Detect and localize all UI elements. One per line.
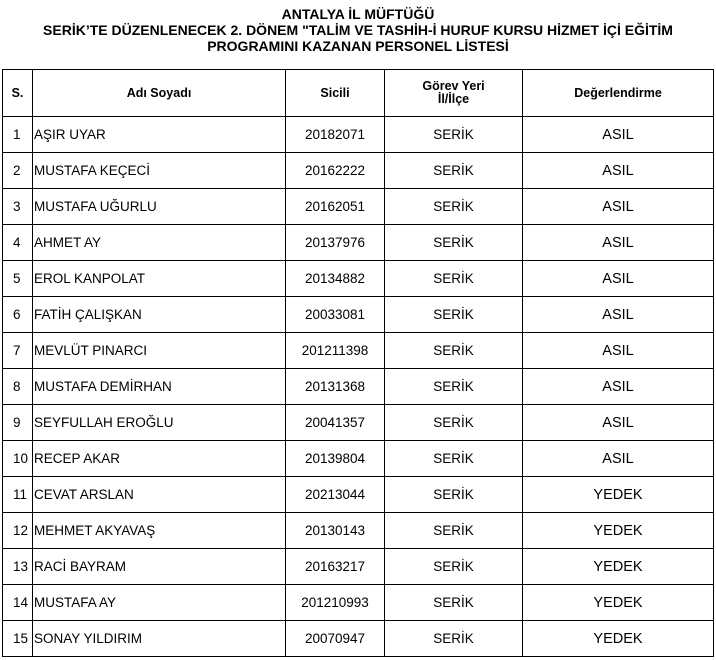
row-number: 6	[3, 297, 33, 333]
row-eval: ASIL	[523, 297, 714, 333]
table-row	[3, 477, 714, 513]
col-header-name: Adı Soyadı	[33, 70, 286, 117]
table-row	[3, 333, 714, 369]
table-row	[3, 405, 714, 441]
row-name: RECEP AKAR	[33, 441, 286, 477]
table-row	[3, 225, 714, 261]
row-place: SERİK	[385, 189, 523, 225]
row-eval: ASIL	[523, 405, 714, 441]
row-sicil: 20182071	[286, 117, 385, 153]
row-name: CEVAT ARSLAN	[33, 477, 286, 513]
row-name: MUSTAFA KEÇECİ	[33, 153, 286, 189]
row-sicil: 20033081	[286, 297, 385, 333]
row-sicil: 20139804	[286, 441, 385, 477]
row-eval: YEDEK	[523, 585, 714, 621]
row-number: 13	[3, 549, 33, 585]
row-name: MEHMET AKYAVAŞ	[33, 513, 286, 549]
row-number: 12	[3, 513, 33, 549]
row-place: SERİK	[385, 369, 523, 405]
row-number: 1	[3, 117, 33, 153]
row-number: 8	[3, 369, 33, 405]
row-sicil: 20134882	[286, 261, 385, 297]
row-number: 4	[3, 225, 33, 261]
row-place: SERİK	[385, 405, 523, 441]
table-row	[3, 189, 714, 225]
row-place: SERİK	[385, 477, 523, 513]
table-row	[3, 261, 714, 297]
row-name: SONAY YILDIRIM	[33, 621, 286, 657]
row-place: SERİK	[385, 261, 523, 297]
table-row	[3, 513, 714, 549]
personnel-table	[2, 69, 714, 657]
row-sicil: 20137976	[286, 225, 385, 261]
row-name: MEVLÜT PINARCI	[33, 333, 286, 369]
row-eval: ASIL	[523, 261, 714, 297]
table-row	[3, 585, 714, 621]
row-sicil: 20041357	[286, 405, 385, 441]
row-eval: YEDEK	[523, 621, 714, 657]
header-line-1: ANTALYA İL MÜFTÜĞÜ	[281, 6, 435, 22]
col-header-gorev	[385, 70, 523, 117]
row-place: SERİK	[385, 297, 523, 333]
row-number: 3	[3, 189, 33, 225]
row-name: MUSTAFA AY	[33, 585, 286, 621]
row-eval: YEDEK	[523, 477, 714, 513]
row-eval: ASIL	[523, 225, 714, 261]
row-place: SERİK	[385, 153, 523, 189]
table-row	[3, 369, 714, 405]
row-eval: ASIL	[523, 369, 714, 405]
row-sicil: 20130143	[286, 513, 385, 549]
row-name: SEYFULLAH EROĞLU	[33, 405, 286, 441]
col-header-gorev-line2: İl/İlçe	[437, 92, 470, 106]
row-place: SERİK	[385, 117, 523, 153]
row-number: 5	[3, 261, 33, 297]
table-row	[3, 441, 714, 477]
row-number: 15	[3, 621, 33, 657]
row-number: 11	[3, 477, 33, 513]
row-name: AŞIR UYAR	[33, 117, 286, 153]
row-name: FATİH ÇALIŞKAN	[33, 297, 286, 333]
col-header-no: S.	[3, 70, 33, 117]
header-line-3: PROGRAMINI KAZANAN PERSONEL LİSTESİ	[207, 38, 509, 54]
col-header-eval: Değerlendirme	[523, 70, 714, 117]
row-sicil: 201210993	[286, 585, 385, 621]
row-place: SERİK	[385, 513, 523, 549]
row-sicil: 201211398	[286, 333, 385, 369]
row-place: SERİK	[385, 441, 523, 477]
row-place: SERİK	[385, 621, 523, 657]
row-sicil: 20131368	[286, 369, 385, 405]
row-eval: YEDEK	[523, 513, 714, 549]
row-number: 10	[3, 441, 33, 477]
table-body	[3, 117, 714, 657]
row-name: RACİ BAYRAM	[33, 549, 286, 585]
row-name: EROL KANPOLAT	[33, 261, 286, 297]
row-eval: ASIL	[523, 153, 714, 189]
row-eval: ASIL	[523, 189, 714, 225]
row-number: 7	[3, 333, 33, 369]
row-place: SERİK	[385, 333, 523, 369]
row-sicil: 20070947	[286, 621, 385, 657]
row-number: 9	[3, 405, 33, 441]
row-sicil: 20162222	[286, 153, 385, 189]
row-place: SERİK	[385, 549, 523, 585]
row-name: MUSTAFA DEMİRHAN	[33, 369, 286, 405]
table-header-row	[3, 70, 714, 117]
table-row	[3, 117, 714, 153]
row-number: 2	[3, 153, 33, 189]
row-sicil: 20163217	[286, 549, 385, 585]
row-eval: ASIL	[523, 441, 714, 477]
table-row	[3, 297, 714, 333]
row-name: AHMET AY	[33, 225, 286, 261]
row-sicil: 20213044	[286, 477, 385, 513]
row-eval: ASIL	[523, 333, 714, 369]
col-header-sicil: Sicili	[286, 70, 385, 117]
document-header	[2, 6, 714, 54]
row-place: SERİK	[385, 585, 523, 621]
row-eval: ASIL	[523, 117, 714, 153]
row-name: MUSTAFA UĞURLU	[33, 189, 286, 225]
header-line-2: SERİK’TE DÜZENLENECEK 2. DÖNEM "TALİM VE TASHİH-İ HURUF KURSU HİZMET İÇİ EĞİTİM	[43, 22, 673, 38]
row-place: SERİK	[385, 225, 523, 261]
col-header-gorev-line1: Görev Yeri	[422, 79, 485, 93]
table-row	[3, 153, 714, 189]
row-sicil: 20162051	[286, 189, 385, 225]
row-number: 14	[3, 585, 33, 621]
table-row	[3, 621, 714, 657]
row-eval: YEDEK	[523, 549, 714, 585]
table-row	[3, 549, 714, 585]
